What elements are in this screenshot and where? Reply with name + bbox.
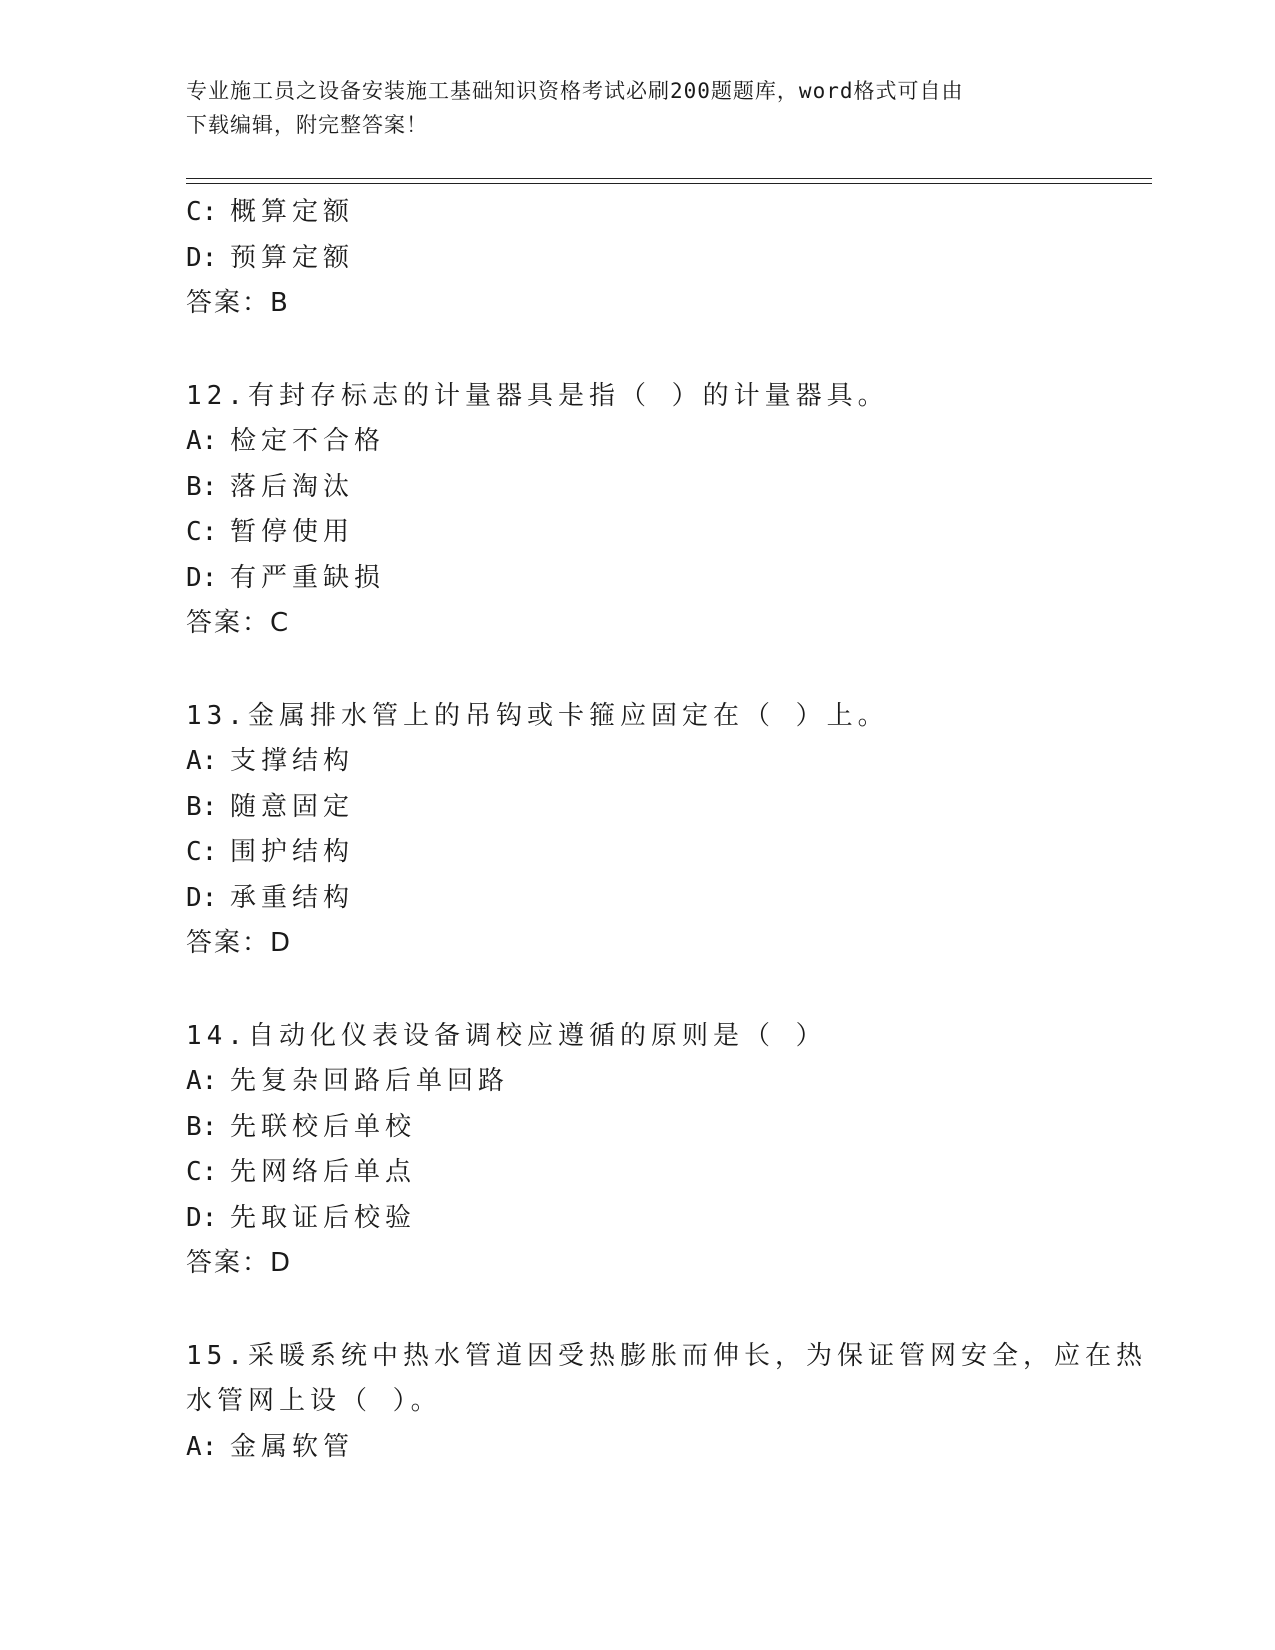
option-text: 落后淘汰 xyxy=(230,471,355,502)
answer-line: 答案：C xyxy=(186,608,291,638)
option-line xyxy=(186,1196,1152,1242)
option-label: C: xyxy=(186,197,218,227)
option-line xyxy=(186,465,1152,511)
option-line xyxy=(186,1059,1152,1105)
option-line xyxy=(186,876,1152,922)
option-text: 检定不合格 xyxy=(230,426,386,456)
option-line xyxy=(186,419,1152,465)
option-label: A: xyxy=(186,746,218,776)
question-stem-line-2: 水管网上设（ ）。 xyxy=(186,1386,442,1416)
option-text: 围护结构 xyxy=(230,837,355,867)
option-label: D: xyxy=(186,242,218,273)
option-line xyxy=(186,556,1152,602)
option-text: 先联校后单校 xyxy=(230,1111,417,1142)
option-text: 支撑结构 xyxy=(230,746,355,776)
option-label: C: xyxy=(186,1157,218,1187)
option-line xyxy=(186,1425,1152,1471)
question-stem: 14.自动化仪表设备调校应遵循的原则是（ ） xyxy=(186,1020,827,1051)
question-block-15 xyxy=(186,1334,1152,1471)
option-label: C: xyxy=(186,837,218,867)
option-text: 金属软管 xyxy=(230,1431,355,1462)
question-block-partial xyxy=(186,190,1152,327)
option-text: 概算定额 xyxy=(230,197,355,227)
option-label: D: xyxy=(186,1202,218,1233)
question-block-14 xyxy=(186,1014,1152,1287)
answer-line: 答案：D xyxy=(186,1248,293,1278)
option-line xyxy=(186,190,1152,236)
question-block-13 xyxy=(186,694,1152,967)
header-divider-bottom xyxy=(186,183,1152,184)
question-stem: 12.有封存标志的计量器具是指（ ）的计量器具。 xyxy=(186,380,889,411)
option-line xyxy=(186,236,1152,282)
header-title-line-2: 下载编辑，附完整答案！ xyxy=(186,113,428,137)
question-block-12 xyxy=(186,374,1152,647)
option-text: 承重结构 xyxy=(230,882,355,913)
option-label: B: xyxy=(186,471,218,502)
option-label: A: xyxy=(186,426,218,456)
option-line xyxy=(186,785,1152,831)
option-label: D: xyxy=(186,882,218,913)
option-text: 暂停使用 xyxy=(230,517,355,547)
option-line xyxy=(186,1150,1152,1196)
question-stem: 13.金属排水管上的吊钩或卡箍应固定在（ ）上。 xyxy=(186,700,889,731)
option-line xyxy=(186,1105,1152,1151)
option-text: 随意固定 xyxy=(230,791,355,822)
option-label: A: xyxy=(186,1431,218,1462)
option-line xyxy=(186,830,1152,876)
header-divider-top xyxy=(186,178,1152,179)
answer-line: 答案：B xyxy=(186,288,290,318)
option-label: B: xyxy=(186,791,218,822)
option-label: A: xyxy=(186,1066,218,1096)
answer-line: 答案：D xyxy=(186,928,293,958)
option-text: 先取证后校验 xyxy=(230,1202,417,1233)
option-line xyxy=(186,510,1152,556)
header-title-line-1: 专业施工员之设备安装施工基础知识资格考试必刷200题题库，word格式可自由 xyxy=(186,79,964,103)
option-text: 先复杂回路后单回路 xyxy=(230,1066,510,1096)
option-label: D: xyxy=(186,562,218,593)
option-label: C: xyxy=(186,517,218,547)
option-text: 先网络后单点 xyxy=(230,1157,417,1187)
option-text: 有严重缺损 xyxy=(230,562,386,593)
document-header xyxy=(186,74,1086,142)
option-line xyxy=(186,739,1152,785)
question-list xyxy=(186,190,1152,1470)
question-stem-line-1: 15.采暖系统中热水管道因受热膨胀而伸长，为保证管网安全，应在热 xyxy=(186,1340,1147,1371)
option-text: 预算定额 xyxy=(230,242,355,273)
option-label: B: xyxy=(186,1111,218,1142)
